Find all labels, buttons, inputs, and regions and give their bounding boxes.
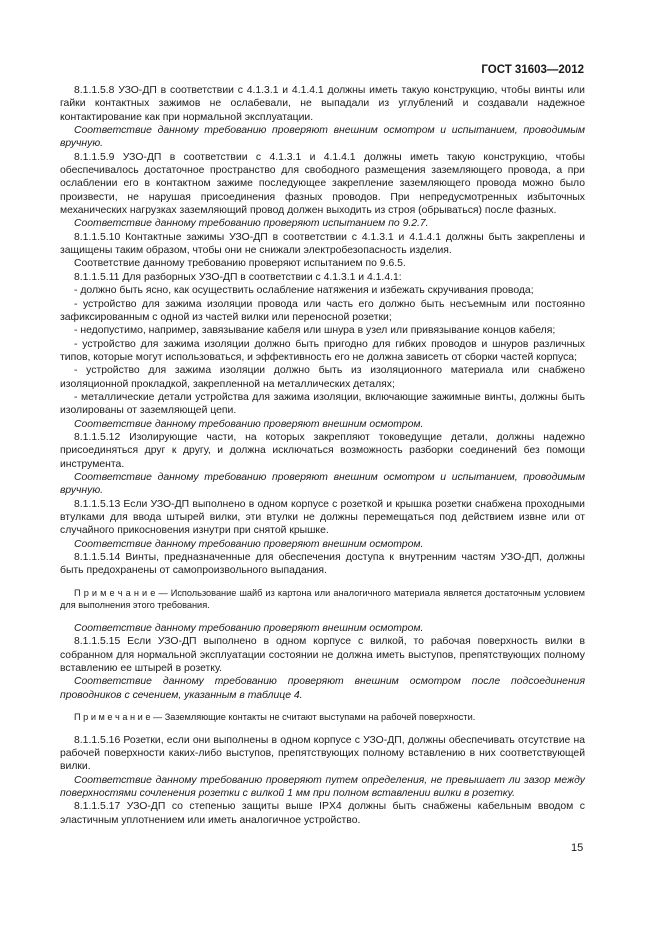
- clause-8-1-1-5-16: 8.1.1.5.16 Розетки, если они выполнены в одном корпусе с УЗО-ДП, должны обеспечивать отсутствие на рабочей поверхности каких-либо выступов, препятствующих полному вставлению в них соответствующей вилки.: [60, 734, 585, 773]
- list-item: - должно быть ясно, как осуществить ослабление натяжения и избежать скручивания провода;: [74, 285, 534, 297]
- list-item: - недопустимо, например, завязывание кабеля или шнура в узел или привязывание концов кабеля;: [74, 325, 556, 337]
- note-label: П р и м е ч а н и е: [74, 587, 156, 598]
- compliance-statement: Соответствие данному требованию проверяют испытанием по 9.2.7.: [74, 218, 429, 230]
- compliance-statement: Соответствие данному требованию проверяют внешним осмотром.: [74, 622, 424, 634]
- clause-8-1-1-5-13: 8.1.1.5.13 Если УЗО-ДП выполнено в одном корпусе с розеткой и крышка розетки снабжена проходными втулками для ввода штырей вилки, эти втулки не должны перемещаться под действием извне или от случайного прикосновения изнутри при снятой крышке.: [60, 498, 585, 537]
- compliance-statement: Соответствие данному требованию проверяют внешним осмотром и испытанием, проводимым вручную.: [60, 471, 585, 497]
- clause-8-1-1-5-14: 8.1.1.5.14 Винты, предназначенные для обеспечения доступа к внутренним частям УЗО-ДП, должны быть предохранены от самопроизвольного выпадания.: [60, 552, 585, 577]
- page-number: 15: [571, 842, 584, 854]
- clause-8-1-1-5-8: 8.1.1.5.8 УЗО-ДП в соответствии с 4.1.3.1 и 4.1.4.1 должны иметь такую конструкцию, чтобы винты или гайки контактных зажимов не ослабевали, не выпадали из углублений и создавали надежное контактирование как при нормальной эксплуатации.: [60, 85, 585, 123]
- compliance-statement: Соответствие данному требованию проверяют внешним осмотром.: [74, 538, 424, 550]
- list-item: - устройство для зажима изоляции должно быть пригодно для гибких проводов и шнуров различных типов, которые могут использоваться, и эффективность его не должна зависеть от сборки частей корпуса;: [60, 338, 585, 363]
- note: [60, 587, 585, 612]
- clause-8-1-1-5-11: 8.1.1.5.11 Для разборных УЗО-ДП в соответствии с 4.1.3.1 и 4.1.4.1:: [74, 271, 402, 283]
- compliance-statement: Соответствие данному требованию проверяют испытанием по 9.6.5.: [74, 258, 406, 270]
- compliance-statement: Соответствие данному требованию проверяют внешним осмотром и испытанием, проводимым вручную.: [60, 125, 585, 150]
- standard-header: ГОСТ 31603—2012: [481, 64, 584, 76]
- clause-8-1-1-5-17: 8.1.1.5.17 УЗО-ДП со степенью защиты выше IPX4 должны быть снабжены кабельным вводом с эластичным уплотнением или иметь аналогичное устройство.: [60, 801, 585, 826]
- clause-8-1-1-5-9: 8.1.1.5.9 УЗО-ДП в соответствии с 4.1.3.1 и 4.1.4.1 должны иметь такую конструкцию, чтобы обеспечивалось достаточное пространство для свободного размещения заземляющего провода, а при ослаблении его в контактном зажиме последующее закрепление заземляющего провода можно было произвести, не нарушая присоединения фазных проводов. При непредусмотренных избыточных механических нагрузках заземляющий провод должен выходить из строя (обрываться) после фазных.: [60, 151, 585, 217]
- clause-8-1-1-5-10: 8.1.1.5.10 Контактные зажимы УЗО-ДП в соответствии с 4.1.3.1 и 4.1.4.1 должны быть закреплены и защищены таким образом, чтобы они не снижали электробезопасность изделия.: [60, 231, 585, 257]
- note-label: П р и м е ч а н и е: [74, 711, 151, 722]
- clause-8-1-1-5-15: 8.1.1.5.15 Если УЗО-ДП выполнено в одном корпусе с вилкой, то рабочая поверхность вилки в собранном для нормальной эксплуатации состоянии не должна иметь выступов, препятствующих полному вставлению ее штырей в розетку.: [60, 636, 585, 674]
- list-item: - устройство для зажима изоляции провода или часть его должно быть несъемным или постоянно зафиксированным с одной из частей вилки или переносной розетки;: [60, 298, 585, 323]
- compliance-statement: Соответствие данному требованию проверяют внешним осмотром.: [74, 418, 424, 430]
- note-text: — Заземляющие контакты не считают выступами на рабочей поверхности.: [150, 711, 476, 722]
- list-item: - металлические детали устройства для зажима изоляции, включающие зажимные винты, должны быть изолированы от заземляющей цепи.: [60, 391, 585, 417]
- note-text: — Использование шайб из картона или аналогичного материала является достаточным условием для выполнения этого требования.: [60, 587, 585, 611]
- body-text: [60, 84, 585, 827]
- clause-8-1-1-5-12: 8.1.1.5.12 Изолирующие части, на которых закрепляют токоведущие детали, должны надежно присоединяться друг к другу, и должна исключаться возможность разборки соединений без помощи инструмента.: [60, 431, 585, 470]
- note: [60, 711, 585, 724]
- compliance-statement: Соответствие данному требованию проверяют внешним осмотром после подсоединения проводников с сечением, указанным в таблице 4.: [60, 676, 585, 701]
- compliance-statement: Соответствие данному требованию проверяют путем определения, не превышает ли зазор между поверхностями сочленения розетки с вилкой 1 мм при полном вставлении вилки в розетку.: [60, 774, 585, 799]
- list-item: - устройство для зажима изоляции должно быть из изоляционного материала или снабжено изоляционной прокладкой, закрепленной на металлических деталях;: [60, 365, 585, 390]
